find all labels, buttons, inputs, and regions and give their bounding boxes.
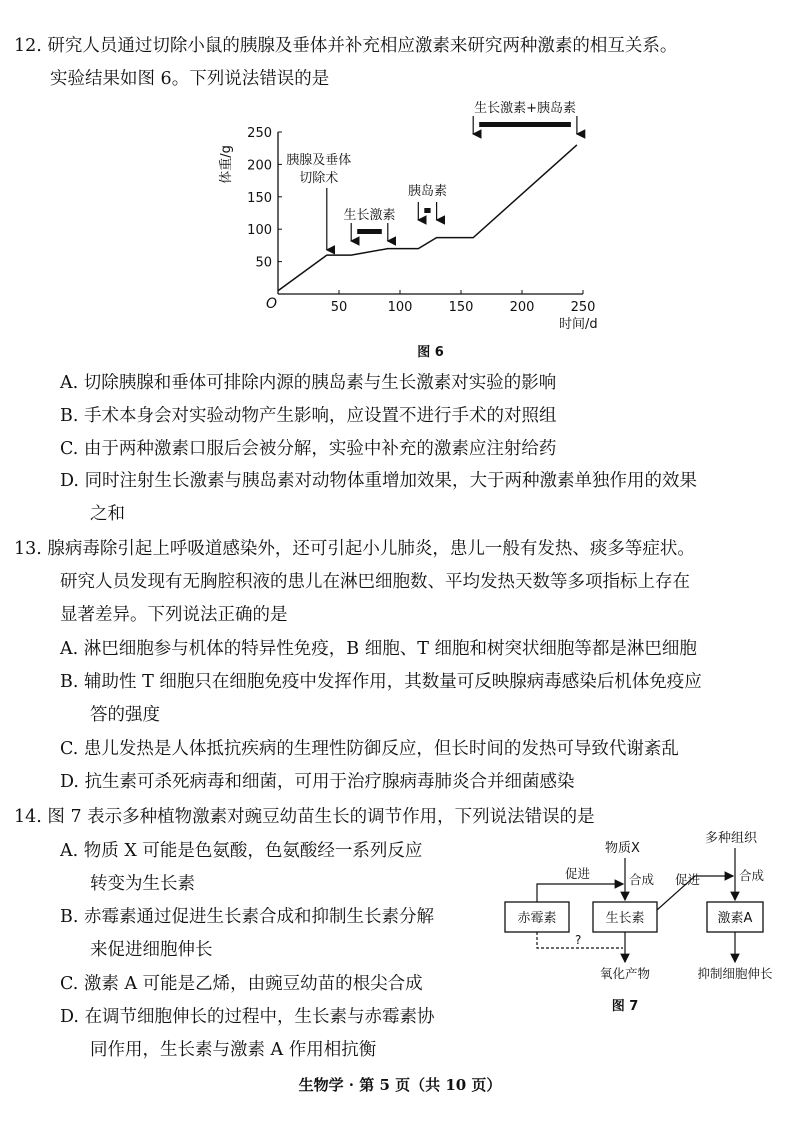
x-tick-label: 200 — [509, 300, 535, 315]
y-tick-label: 150 — [247, 190, 272, 206]
q14-option-b-cont: 来促进细胞伸长 — [90, 940, 213, 960]
figure-6-chart — [200, 94, 610, 364]
x-tick-label: 100 — [387, 300, 413, 315]
q12-option-a[interactable]: A. 切除胰腺和垂体可排除内源的胰岛素与生长激素对实验的影响 — [60, 373, 557, 393]
q14-number: 14. — [14, 807, 42, 827]
insulin-span-bar — [424, 208, 430, 213]
q14-option-a-cont: 转变为生长素 — [90, 874, 195, 894]
annotation-surgery-line2: 切除术 — [299, 171, 339, 186]
combined-span-bar — [479, 122, 571, 127]
q13-option-b-cont: 答的强度 — [90, 705, 160, 725]
multi-tissue-label: 多种组织 — [705, 831, 758, 846]
synth1-label: 合成 — [629, 872, 655, 887]
q14-option-a[interactable]: A. 物质 X 可能是色氨酸，色氨酸经一系列反应 — [60, 841, 423, 861]
x-axis-label: 时间/d — [559, 317, 598, 332]
growth-hormone-span-bar — [357, 229, 382, 234]
hormone-a-label: 激素A — [717, 911, 753, 926]
inhibit-label: 抑制细胞伸长 — [697, 966, 773, 981]
x-tick-label: 50 — [330, 300, 348, 315]
y-axis-label: 体重/g — [219, 145, 234, 184]
q12-stem-line1: 12. 研究人员通过切除小鼠的胰腺及垂体并补充相应激素来研究两种激素的相互关系。 — [14, 36, 678, 56]
q13-stem-line2: 研究人员发现有无胸腔积液的患儿在淋巴细胞数、平均发热天数等多项指标上存在 — [60, 572, 690, 592]
figure-7-diagram — [495, 828, 795, 1018]
q12-option-d[interactable]: D. 同时注射生长激素与胰岛素对动物体重增加效果，大于两种激素单独作用的效果 — [60, 471, 698, 491]
origin-label: O — [266, 296, 278, 312]
q12-option-c[interactable]: C. 由于两种激素口服后会被分解，实验中补充的激素应注射给药 — [60, 439, 557, 459]
substance-x-label: 物质X — [605, 841, 640, 856]
figure-7-caption: 图 7 — [611, 999, 639, 1014]
q13-option-d[interactable]: D. 抗生素可杀死病毒和细菌，可用于治疗腺病毒肺炎合并细菌感染 — [60, 772, 575, 792]
q14-option-b[interactable]: B. 赤霉素通过促进生长素合成和抑制生长素分解 — [60, 907, 435, 927]
combined-span-label: 生长激素+胰岛素 — [474, 101, 577, 116]
q13-option-c[interactable]: C. 患儿发热是人体抵抗疾病的生理性防御反应，但长时间的发热可导致代谢紊乱 — [60, 739, 679, 759]
q13-number: 13. — [14, 539, 42, 559]
q12-option-b[interactable]: B. 手术本身会对实验动物产生影响，应设置不进行手术的对照组 — [60, 406, 557, 426]
auxin-label: 生长素 — [605, 911, 645, 926]
insulin-span-label: 胰岛素 — [407, 184, 447, 199]
x-tick-label: 250 — [570, 300, 596, 315]
q13-option-a[interactable]: A. 淋巴细胞参与机体的特异性免疫，B 细胞、T 细胞和树突状细胞等都是淋巴细胞 — [60, 639, 697, 659]
q13-option-b[interactable]: B. 辅助性 T 细胞只在细胞免疫中发挥作用，其数量可反映腺病毒感染后机体免疫应 — [60, 672, 702, 692]
synth2-label: 合成 — [739, 868, 765, 883]
y-tick-label: 200 — [247, 158, 272, 174]
annotation-surgery-line1: 胰腺及垂体 — [286, 153, 352, 168]
y-tick-label: 250 — [247, 126, 272, 141]
figure-6-caption: 图 6 — [417, 345, 444, 360]
q14-option-c[interactable]: C. 激素 A 可能是乙烯，由豌豆幼苗的根尖合成 — [60, 974, 423, 994]
q13-stem-line3: 显著差异。下列说法正确的是 — [60, 605, 288, 625]
promote1-label: 促进 — [565, 866, 591, 881]
q14-stem: 14. 图 7 表示多种植物激素对豌豆幼苗生长的调节作用，下列说法错误的是 — [14, 807, 595, 827]
oxidation-label: 氧化产物 — [599, 966, 651, 981]
q13-stem-line1: 13. 腺病毒除引起上呼吸道感染外，还可引起小儿肺炎，患儿一般有发热、痰多等症状。 — [14, 539, 695, 559]
q12-number: 12. — [14, 36, 42, 56]
q14-option-d-cont: 同作用，生长素与激素 A 作用相抗衡 — [90, 1040, 377, 1060]
gibberellin-label: 赤霉素 — [517, 911, 557, 926]
promote2-label: 促进 — [675, 872, 701, 887]
x-tick-label: 150 — [448, 300, 474, 315]
page-footer: 生物学 · 第 5 页（共 10 页） — [298, 1076, 502, 1094]
q12-option-d-cont: 之和 — [90, 504, 125, 524]
growth-hormone-span-label: 生长激素 — [343, 208, 396, 223]
question-label: ? — [575, 933, 582, 947]
y-tick-label: 100 — [247, 223, 272, 239]
q14-option-d[interactable]: D. 在调节细胞伸长的过程中，生长素与赤霉素协 — [60, 1007, 435, 1027]
y-tick-label: 50 — [255, 255, 272, 271]
q12-stem-line2: 实验结果如图 6。下列说法错误的是 — [50, 69, 330, 89]
